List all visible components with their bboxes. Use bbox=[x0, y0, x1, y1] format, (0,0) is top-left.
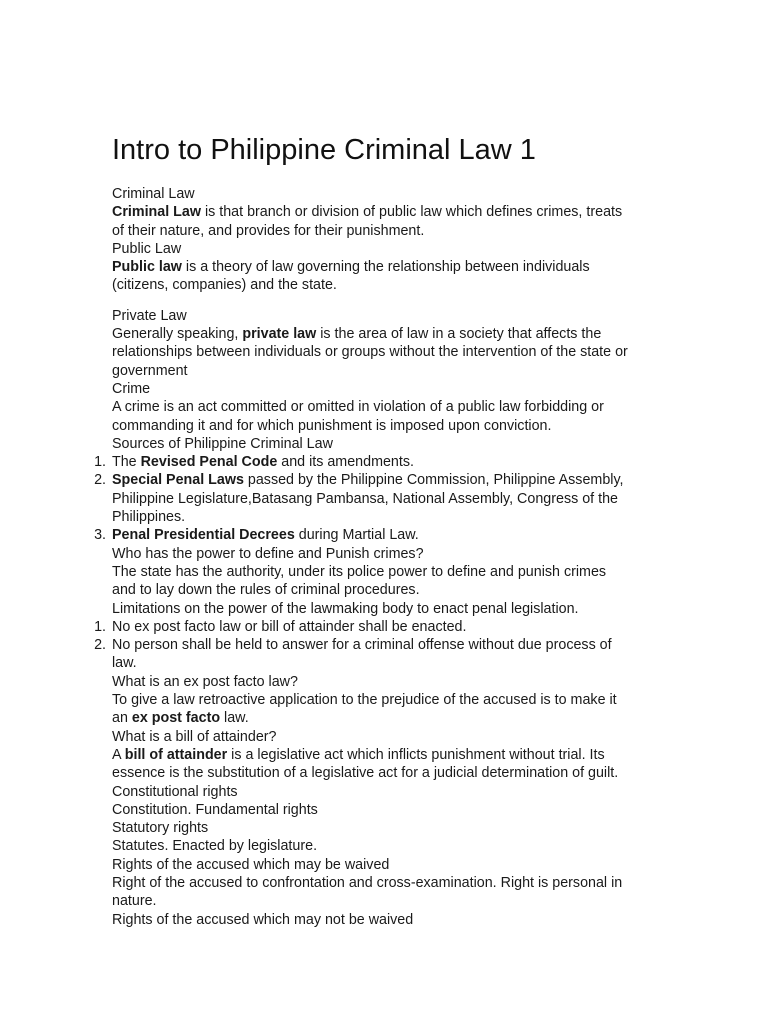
ex-post-facto-pre: an bbox=[112, 710, 132, 727]
ex-post-facto-question: What is an ex post facto law? bbox=[112, 673, 298, 690]
waivable-rights-heading: Rights of the accused which may be waived bbox=[112, 856, 390, 873]
source-1-post: and its amendments. bbox=[277, 454, 414, 471]
source-item-3 bbox=[94, 526, 682, 544]
source-3-post: during Martial Law. bbox=[294, 527, 419, 544]
sources-heading: Sources of Philippine Criminal Law bbox=[112, 435, 333, 452]
statutory-rights-heading: Statutory rights bbox=[112, 820, 209, 837]
source-2-term: Special Penal Laws bbox=[112, 472, 244, 489]
bill-of-attainder-answer-cont: essence is the substitution of a legislative act for a judicial determination of guilt. bbox=[112, 765, 619, 782]
public-law-heading: Public Law bbox=[112, 240, 182, 257]
private-law-pre: Generally speaking, bbox=[112, 326, 243, 343]
source-1-pre: The bbox=[112, 454, 141, 471]
constitutional-rights-heading: Constitutional rights bbox=[112, 783, 238, 800]
source-item-1 bbox=[94, 453, 682, 471]
source-1-term: Revised Penal Code bbox=[140, 454, 278, 471]
public-law-definition-cont: (citizens, companies) and the state. bbox=[112, 277, 337, 294]
power-answer-cont: and to lay down the rules of criminal procedures. bbox=[112, 582, 420, 599]
source-item-2 bbox=[94, 471, 682, 489]
source-2-post: passed by the Philippine Commission, Philippine Assembly, bbox=[243, 472, 624, 489]
limit-1-text: No ex post facto law or bill of attainder shall be enacted. bbox=[112, 618, 467, 635]
bill-of-attainder-answer bbox=[112, 746, 682, 764]
list-number: 2. bbox=[94, 637, 106, 654]
bill-of-attainder-question: What is a bill of attainder? bbox=[112, 728, 277, 745]
limits-heading: Limitations on the power of the lawmaking body to enact penal legislation. bbox=[112, 600, 579, 617]
private-law-definition bbox=[112, 325, 682, 343]
paragraph-gap bbox=[112, 295, 682, 307]
crime-definition-cont: commanding it and for which punishment is imposed upon conviction. bbox=[112, 417, 552, 434]
public-law-def-text: is a theory of law governing the relationship between individuals bbox=[181, 259, 590, 276]
private-law-definition-end: government bbox=[112, 362, 188, 379]
source-3-term: Penal Presidential Decrees bbox=[112, 527, 295, 544]
criminal-law-heading: Criminal Law bbox=[112, 186, 195, 202]
public-law-term: Public law bbox=[112, 259, 182, 276]
bill-of-attainder-term: bill of attainder bbox=[124, 746, 228, 763]
power-question: Who has the power to define and Punish crimes? bbox=[112, 545, 424, 562]
bill-of-attainder-post: is a legislative act which inflicts punishment without trial. Its bbox=[227, 746, 605, 763]
crime-heading: Crime bbox=[112, 380, 151, 397]
list-number: 1. bbox=[94, 454, 106, 471]
source-item-2-end: Philippines. bbox=[112, 509, 186, 526]
statutory-rights-definition: Statutes. Enacted by legislature. bbox=[112, 838, 318, 855]
bill-of-attainder-pre: A bbox=[112, 746, 125, 763]
private-law-definition-cont: relationships between individuals or groups without the intervention of the state or bbox=[112, 344, 628, 361]
private-law-def-text: is the area of law in a society that affects the bbox=[316, 326, 602, 343]
criminal-law-def-text: is that branch or division of public law which defines crimes, treats bbox=[200, 204, 623, 221]
private-law-term: private law bbox=[242, 326, 317, 343]
list-number: 2. bbox=[94, 472, 106, 489]
criminal-law-term: Criminal Law bbox=[112, 204, 201, 221]
limit-2-text: No person shall be held to answer for a criminal offense without due process of bbox=[112, 637, 612, 654]
non-waivable-rights-heading: Rights of the accused which may not be waived bbox=[112, 911, 414, 928]
criminal-law-definition bbox=[112, 203, 682, 221]
limit-item-1 bbox=[94, 618, 682, 636]
criminal-law-definition-cont: of their nature, and provides for their punishment. bbox=[112, 222, 425, 239]
page-title: Intro to Philippine Criminal Law 1 bbox=[112, 134, 536, 166]
ex-post-facto-term: ex post facto bbox=[131, 710, 221, 727]
crime-definition: A crime is an act committed or omitted in violation of a public law forbidding or bbox=[112, 399, 604, 416]
waivable-rights-text: Right of the accused to confrontation and cross-examination. Right is personal in bbox=[112, 874, 623, 891]
list-number: 1. bbox=[94, 618, 106, 635]
ex-post-facto-answer: To give a law retroactive application to the prejudice of the accused is to make it bbox=[112, 692, 617, 709]
private-law-heading: Private Law bbox=[112, 307, 187, 324]
ex-post-facto-post: law. bbox=[220, 710, 249, 727]
limit-item-2-cont: law. bbox=[112, 655, 137, 672]
source-item-2-cont: Philippine Legislature,Batasang Pambansa, National Assembly, Congress of the bbox=[112, 490, 618, 507]
list-number: 3. bbox=[94, 527, 106, 544]
power-answer: The state has the authority, under its police power to define and punish crimes bbox=[112, 563, 607, 580]
ex-post-facto-answer-cont bbox=[112, 709, 682, 727]
public-law-definition bbox=[112, 258, 682, 276]
constitutional-rights-definition: Constitution. Fundamental rights bbox=[112, 801, 318, 818]
limit-item-2 bbox=[94, 636, 682, 654]
waivable-rights-text-cont: nature. bbox=[112, 893, 157, 910]
document-page bbox=[94, 131, 682, 929]
